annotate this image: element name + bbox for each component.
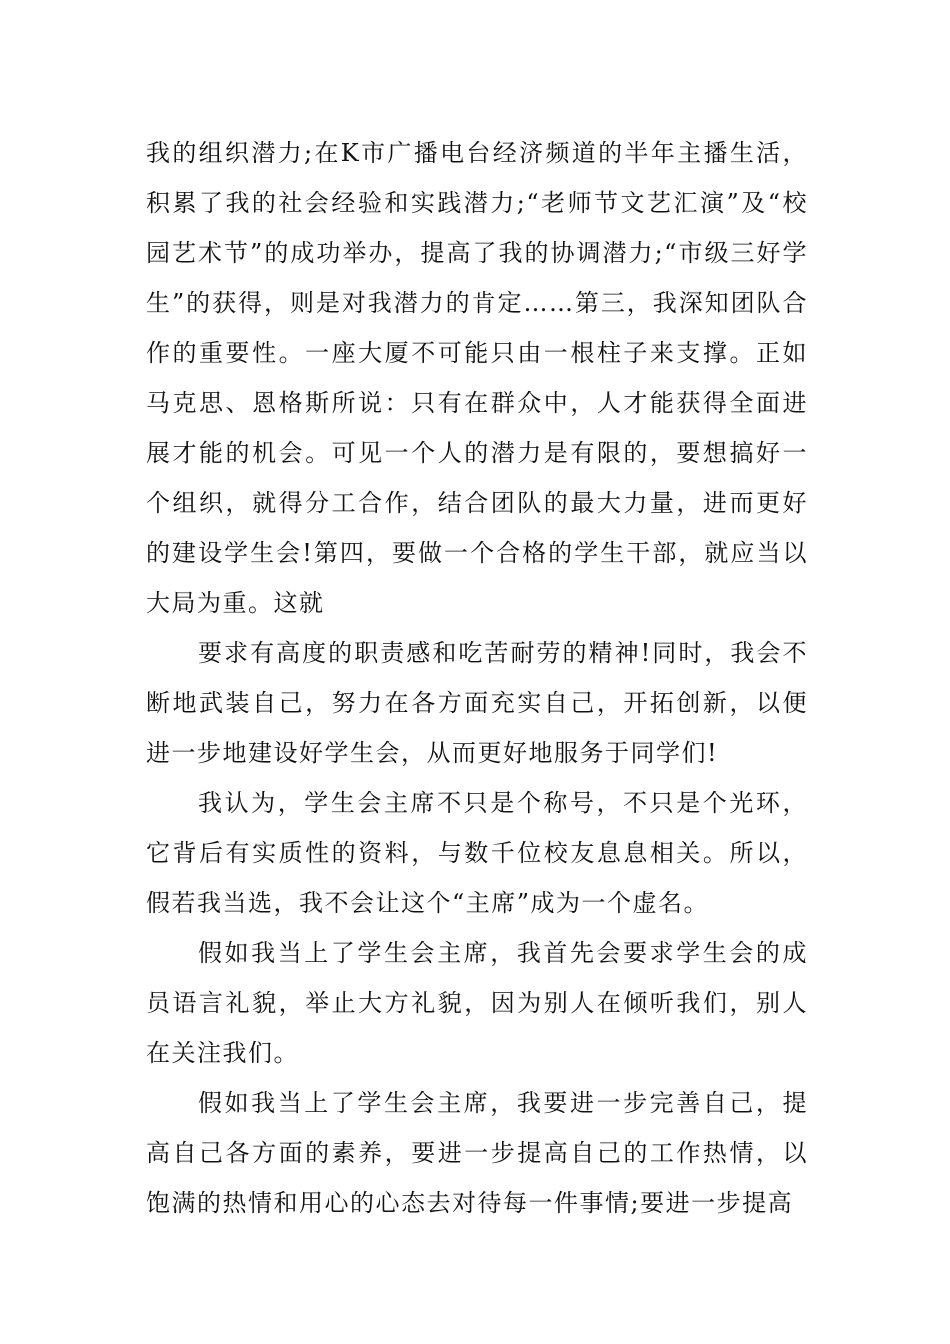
paragraph-1: 我的组织潜力;在K市广播电台经济频道的半年主播生活，积累了我的社会经验和实践潜力;“老师节文艺汇演”及“校园艺术节”的成功举办，提高了我的协调潜力;“市级三好学生”的获得，则是对我潜力的肯定……第三，我深知团队合作的重要性。一座大厦不可能只由一根柱子来支撑。正如马克思、恩格斯所说：只有在群众中，人才能获得全面进展才能的机会。可见一个人的潜力是有限的，要想搞好一个组织，就得分工合作，结合团队的最大力量，进而更好的建设学生会!第四，要做一个合格的学生干部，就应当以大局为重。这就	[146, 139, 808, 617]
paragraph-4: 假如我当上了学生会主席，我首先会要求学生会的成员语言礼貌，举止大方礼貌，因为别人在倾听我们，别人在关注我们。	[146, 939, 808, 1067]
document-body	[146, 128, 808, 1228]
paragraph-2: 要求有高度的职责感和吃苦耐劳的精神!同时，我会不断地武装自己，努力在各方面充实自己，开拓创新，以便进一步地建设好学生会，从而更好地服务于同学们!	[146, 639, 808, 767]
paragraph-5: 假如我当上了学生会主席，我要进一步完善自己，提高自己各方面的素养，要进一步提高自己的工作热情，以饱满的热情和用心的心态去对待每一件事情;要进一步提高	[146, 1089, 808, 1217]
paragraph-3: 我认为，学生会主席不只是个称号，不只是个光环，它背后有实质性的资料，与数千位校友息息相关。所以，假若我当选，我不会让这个“主席”成为一个虚名。	[146, 789, 808, 917]
